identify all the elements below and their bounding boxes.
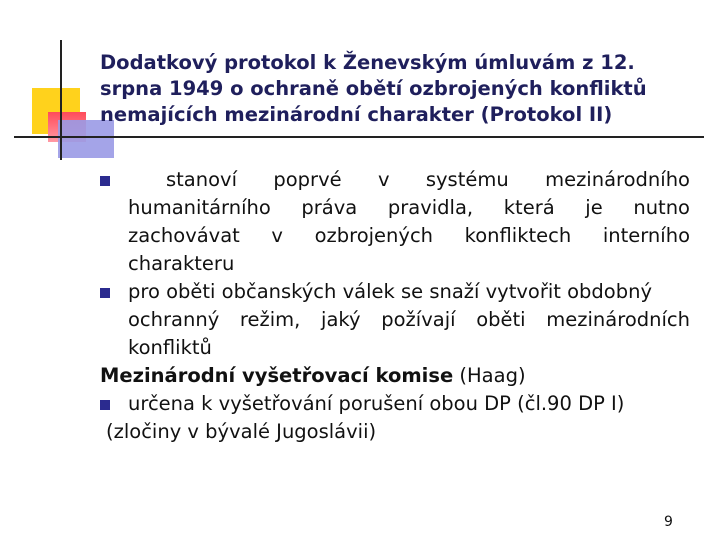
bullet-item-3 (100, 390, 690, 418)
slide-title (100, 50, 710, 128)
commission-place: (Haag) (453, 364, 526, 387)
commission-heading (100, 362, 690, 390)
decor-horizontal-line (14, 136, 704, 138)
bullet1-line-3: zachovávat v ozbrojených konfliktech interního (128, 224, 690, 247)
slide-body (100, 166, 690, 446)
square-bullet-icon (100, 400, 110, 410)
decor-vertical-line (60, 40, 62, 160)
title-line-3: nemajících mezinárodní charakter (Protokol II) (100, 103, 613, 126)
square-bullet-icon (100, 288, 110, 298)
commission-name: Mezinárodní vyšetřovací komise (100, 364, 454, 387)
bullet1-line-1: stanoví poprvé v systému mezinárodního (166, 168, 690, 191)
bullet2-line-1: pro oběti občanských válek se snaží vytvořit obdobný (128, 280, 653, 303)
note-text: (zločiny v bývalé Jugoslávii) (106, 420, 377, 443)
page-number: 9 (664, 514, 673, 530)
title-line-1: Dodatkový protokol k Ženevským úmluvám z 12. (100, 51, 635, 74)
bullet-item-2 (100, 278, 690, 362)
bullet3-text: určena k vyšetřování porušení obou DP (čl.90 DP I) (128, 392, 625, 415)
title-line-2: srpna 1949 o ochraně obětí ozbrojených konfliktů (100, 77, 647, 100)
bullet-item-1 (100, 166, 690, 278)
bullet1-line-2: humanitárního práva pravidla, která je nutno (128, 196, 690, 219)
square-bullet-icon (100, 176, 110, 186)
bullet1-line-4: charakteru (128, 252, 235, 275)
bullet2-line-3: konfliktů (128, 336, 212, 359)
bullet2-line-2: ochranný režim, jaký požívají oběti mezinárodních (128, 308, 690, 331)
